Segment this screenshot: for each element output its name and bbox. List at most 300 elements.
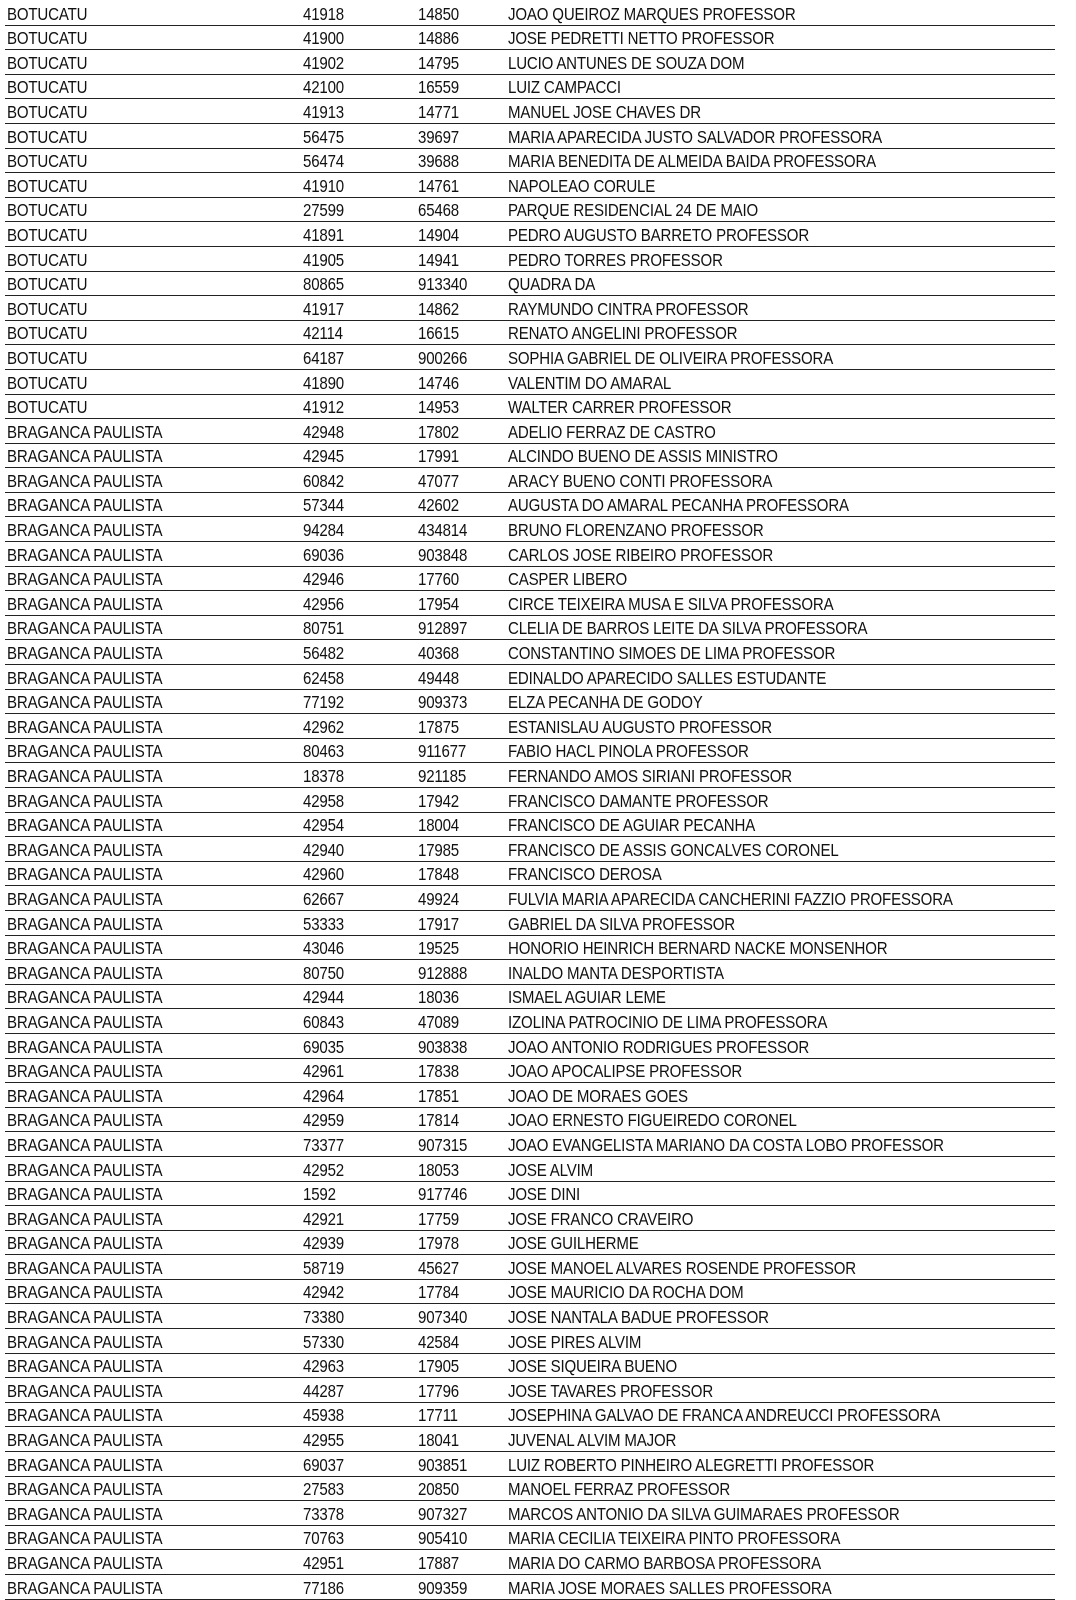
code-a-text: 56482 bbox=[303, 643, 344, 664]
code-a-cell bbox=[301, 517, 416, 542]
code-b-cell bbox=[416, 714, 506, 739]
code-a-text: 41891 bbox=[303, 224, 344, 245]
code-a-cell bbox=[301, 369, 416, 394]
code-b-cell bbox=[416, 197, 506, 222]
code-a-cell bbox=[301, 763, 416, 788]
code-b-text: 903848 bbox=[418, 544, 468, 565]
school-name-cell bbox=[506, 74, 1055, 99]
table-row bbox=[5, 468, 1055, 493]
school-name-text: JOSE TAVARES PROFESSOR bbox=[508, 1380, 714, 1401]
table-row bbox=[5, 173, 1055, 198]
city-cell bbox=[5, 1255, 301, 1280]
code-a-text: 80463 bbox=[303, 741, 344, 762]
code-a-text: 41917 bbox=[303, 298, 344, 319]
city-text: BRAGANCA PAULISTA bbox=[7, 1184, 163, 1205]
code-a-cell bbox=[301, 886, 416, 911]
city-text: BOTUCATU bbox=[7, 28, 88, 49]
table-row bbox=[5, 763, 1055, 788]
code-a-cell bbox=[301, 50, 416, 75]
code-b-text: 913340 bbox=[418, 274, 468, 295]
city-cell bbox=[5, 492, 301, 517]
code-a-cell bbox=[301, 320, 416, 345]
city-cell bbox=[5, 394, 301, 419]
code-a-cell bbox=[301, 419, 416, 444]
city-cell bbox=[5, 1353, 301, 1378]
city-cell bbox=[5, 714, 301, 739]
city-text: BOTUCATU bbox=[7, 175, 88, 196]
code-b-cell bbox=[416, 763, 506, 788]
code-a-cell bbox=[301, 1033, 416, 1058]
table-row bbox=[5, 394, 1055, 419]
code-b-text: 911677 bbox=[418, 741, 467, 762]
code-a-text: 42114 bbox=[303, 323, 343, 344]
code-a-text: 42946 bbox=[303, 569, 344, 590]
table-row bbox=[5, 1156, 1055, 1181]
school-name-cell bbox=[506, 1107, 1055, 1132]
school-name-text: HONORIO HEINRICH BERNARD NACKE MONSENHOR bbox=[508, 938, 888, 959]
city-cell bbox=[5, 984, 301, 1009]
city-cell bbox=[5, 468, 301, 493]
code-a-text: 57344 bbox=[303, 495, 344, 516]
school-name-cell bbox=[506, 812, 1055, 837]
city-cell bbox=[5, 517, 301, 542]
school-name-text: LUIZ ROBERTO PINHEIRO ALEGRETTI PROFESSOR bbox=[508, 1454, 875, 1475]
city-cell bbox=[5, 763, 301, 788]
code-a-text: 41913 bbox=[303, 101, 344, 122]
school-name-cell bbox=[506, 1279, 1055, 1304]
code-a-cell bbox=[301, 296, 416, 321]
code-b-text: 42602 bbox=[418, 495, 459, 516]
school-name-text: JUVENAL ALVIM MAJOR bbox=[508, 1430, 677, 1451]
school-name-cell bbox=[506, 1329, 1055, 1354]
code-b-cell bbox=[416, 788, 506, 813]
code-a-text: 42956 bbox=[303, 593, 344, 614]
table-row bbox=[5, 1329, 1055, 1354]
city-text: BRAGANCA PAULISTA bbox=[7, 569, 163, 590]
code-b-cell bbox=[416, 1353, 506, 1378]
code-a-cell bbox=[301, 1378, 416, 1403]
school-name-cell bbox=[506, 1156, 1055, 1181]
city-text: BRAGANCA PAULISTA bbox=[7, 1159, 163, 1180]
code-b-text: 14886 bbox=[418, 28, 459, 49]
table-row bbox=[5, 837, 1055, 862]
city-cell bbox=[5, 935, 301, 960]
city-cell bbox=[5, 1550, 301, 1575]
city-cell bbox=[5, 1009, 301, 1034]
code-b-cell bbox=[416, 345, 506, 370]
city-text: BOTUCATU bbox=[7, 224, 88, 245]
code-b-text: 19525 bbox=[418, 938, 459, 959]
city-cell bbox=[5, 910, 301, 935]
code-b-cell bbox=[416, 320, 506, 345]
table-row bbox=[5, 1230, 1055, 1255]
code-b-text: 49448 bbox=[418, 667, 459, 688]
school-name-cell bbox=[506, 345, 1055, 370]
school-name-text: FRANCISCO DEROSA bbox=[508, 864, 662, 885]
code-a-cell bbox=[301, 984, 416, 1009]
code-b-cell bbox=[416, 1255, 506, 1280]
school-name-text: JOAO DE MORAES GOES bbox=[508, 1085, 688, 1106]
school-name-text: MANUEL JOSE CHAVES DR bbox=[508, 101, 701, 122]
table-row bbox=[5, 665, 1055, 690]
code-a-cell bbox=[301, 714, 416, 739]
code-b-text: 47089 bbox=[418, 1011, 459, 1032]
table-row bbox=[5, 615, 1055, 640]
table-row bbox=[5, 886, 1055, 911]
city-text: BRAGANCA PAULISTA bbox=[7, 1233, 163, 1254]
city-cell bbox=[5, 246, 301, 271]
code-a-text: 80865 bbox=[303, 274, 344, 295]
code-a-cell bbox=[301, 665, 416, 690]
code-a-cell bbox=[301, 1083, 416, 1108]
code-b-text: 16559 bbox=[418, 77, 459, 98]
code-a-cell bbox=[301, 1181, 416, 1206]
code-a-text: 94284 bbox=[303, 520, 344, 541]
code-b-text: 17784 bbox=[418, 1282, 459, 1303]
code-a-cell bbox=[301, 566, 416, 591]
table-row bbox=[5, 74, 1055, 99]
code-a-text: 60842 bbox=[303, 470, 344, 491]
code-a-cell bbox=[301, 197, 416, 222]
code-a-text: 77192 bbox=[303, 692, 344, 713]
city-cell bbox=[5, 1402, 301, 1427]
code-a-cell bbox=[301, 640, 416, 665]
city-cell bbox=[5, 566, 301, 591]
code-a-cell bbox=[301, 345, 416, 370]
code-a-cell bbox=[301, 837, 416, 862]
code-b-cell bbox=[416, 50, 506, 75]
school-name-text: MARIA DO CARMO BARBOSA PROFESSORA bbox=[508, 1553, 821, 1573]
table-row bbox=[5, 1279, 1055, 1304]
city-text: BRAGANCA PAULISTA bbox=[7, 544, 163, 565]
code-b-cell bbox=[416, 837, 506, 862]
code-b-cell bbox=[416, 665, 506, 690]
code-b-cell bbox=[416, 1525, 506, 1550]
code-b-text: 17942 bbox=[418, 790, 459, 811]
table-row bbox=[5, 271, 1055, 296]
code-b-cell bbox=[416, 1279, 506, 1304]
code-b-cell bbox=[416, 1230, 506, 1255]
school-name-cell bbox=[506, 369, 1055, 394]
code-a-cell bbox=[301, 1427, 416, 1452]
school-name-cell bbox=[506, 1132, 1055, 1157]
code-b-text: 921185 bbox=[418, 766, 467, 786]
city-text: BRAGANCA PAULISTA bbox=[7, 1208, 163, 1229]
code-b-text: 18041 bbox=[418, 1430, 459, 1451]
school-name-text: CLELIA DE BARROS LEITE DA SILVA PROFESSORA bbox=[508, 618, 868, 639]
code-b-cell bbox=[416, 615, 506, 640]
code-a-text: 42100 bbox=[303, 77, 344, 98]
code-a-text: 42963 bbox=[303, 1356, 344, 1377]
code-b-text: 912888 bbox=[418, 962, 468, 983]
city-text: BRAGANCA PAULISTA bbox=[7, 1110, 163, 1131]
school-name-cell bbox=[506, 1230, 1055, 1255]
school-name-text: JOAO EVANGELISTA MARIANO DA COSTA LOBO PROFESSOR bbox=[508, 1134, 944, 1155]
code-b-text: 17838 bbox=[418, 1061, 459, 1082]
school-name-text: JOSE MANOEL ALVARES ROSENDE PROFESSOR bbox=[508, 1257, 856, 1278]
records-table bbox=[5, 1, 1055, 1600]
code-b-text: 17978 bbox=[418, 1233, 459, 1254]
city-text: BOTUCATU bbox=[7, 126, 88, 147]
school-name-text: FRANCISCO DE ASSIS GONCALVES CORONEL bbox=[508, 839, 839, 860]
school-name-text: ARACY BUENO CONTI PROFESSORA bbox=[508, 470, 773, 491]
school-name-cell bbox=[506, 1525, 1055, 1550]
city-cell bbox=[5, 271, 301, 296]
city-text: BRAGANCA PAULISTA bbox=[7, 1380, 163, 1401]
code-a-cell bbox=[301, 1279, 416, 1304]
code-b-cell bbox=[416, 123, 506, 148]
school-name-cell bbox=[506, 1083, 1055, 1108]
school-name-text: PEDRO TORRES PROFESSOR bbox=[508, 249, 723, 270]
city-text: BRAGANCA PAULISTA bbox=[7, 913, 163, 934]
city-text: BRAGANCA PAULISTA bbox=[7, 1503, 163, 1524]
school-name-cell bbox=[506, 246, 1055, 271]
school-name-cell bbox=[506, 837, 1055, 862]
table-row bbox=[5, 542, 1055, 567]
school-name-text: JOSE PEDRETTI NETTO PROFESSOR bbox=[508, 28, 775, 49]
city-text: BRAGANCA PAULISTA bbox=[7, 470, 163, 491]
code-b-text: 14904 bbox=[418, 224, 459, 245]
code-a-text: 70763 bbox=[303, 1528, 344, 1549]
city-cell bbox=[5, 1, 301, 25]
school-name-text: NAPOLEAO CORULE bbox=[508, 175, 656, 196]
city-text: BRAGANCA PAULISTA bbox=[7, 643, 163, 664]
city-cell bbox=[5, 25, 301, 50]
city-cell bbox=[5, 148, 301, 173]
school-name-cell bbox=[506, 1452, 1055, 1477]
city-cell bbox=[5, 542, 301, 567]
city-cell bbox=[5, 1033, 301, 1058]
table-row bbox=[5, 812, 1055, 837]
code-b-cell bbox=[416, 1009, 506, 1034]
code-a-cell bbox=[301, 123, 416, 148]
school-name-cell bbox=[506, 591, 1055, 616]
city-text: BRAGANCA PAULISTA bbox=[7, 1061, 163, 1082]
school-name-text: FERNANDO AMOS SIRIANI PROFESSOR bbox=[508, 766, 793, 786]
code-a-cell bbox=[301, 443, 416, 468]
code-a-cell bbox=[301, 542, 416, 567]
code-b-text: 17917 bbox=[418, 913, 459, 934]
code-a-cell bbox=[301, 246, 416, 271]
school-name-text: RENATO ANGELINI PROFESSOR bbox=[508, 323, 738, 344]
code-b-cell bbox=[416, 1575, 506, 1600]
school-name-text: CIRCE TEIXEIRA MUSA E SILVA PROFESSORA bbox=[508, 593, 834, 614]
city-text: BRAGANCA PAULISTA bbox=[7, 987, 163, 1008]
code-a-cell bbox=[301, 960, 416, 985]
city-text: BRAGANCA PAULISTA bbox=[7, 938, 163, 959]
code-b-cell bbox=[416, 1329, 506, 1354]
code-b-cell bbox=[416, 492, 506, 517]
table-row bbox=[5, 296, 1055, 321]
city-cell bbox=[5, 99, 301, 124]
table-row bbox=[5, 788, 1055, 813]
code-a-cell bbox=[301, 935, 416, 960]
city-cell bbox=[5, 1083, 301, 1108]
code-a-text: 53333 bbox=[303, 913, 344, 934]
school-name-cell bbox=[506, 615, 1055, 640]
city-cell bbox=[5, 1329, 301, 1354]
city-text: BOTUCATU bbox=[7, 52, 88, 73]
city-text: BOTUCATU bbox=[7, 200, 88, 221]
code-a-text: 42960 bbox=[303, 864, 344, 885]
city-cell bbox=[5, 1279, 301, 1304]
school-name-text: QUADRA DA bbox=[508, 274, 596, 295]
code-a-cell bbox=[301, 222, 416, 247]
code-b-text: 65468 bbox=[418, 200, 459, 221]
code-b-text: 17802 bbox=[418, 421, 459, 442]
city-cell bbox=[5, 1501, 301, 1526]
code-b-text: 903851 bbox=[418, 1454, 468, 1475]
school-name-cell bbox=[506, 689, 1055, 714]
table-row bbox=[5, 222, 1055, 247]
city-text: BRAGANCA PAULISTA bbox=[7, 520, 163, 541]
school-name-text: BRUNO FLORENZANO PROFESSOR bbox=[508, 520, 764, 541]
school-name-cell bbox=[506, 1575, 1055, 1600]
city-cell bbox=[5, 1230, 301, 1255]
code-a-cell bbox=[301, 1230, 416, 1255]
code-b-text: 17848 bbox=[418, 864, 459, 885]
code-b-text: 14953 bbox=[418, 397, 459, 418]
city-text: BRAGANCA PAULISTA bbox=[7, 1577, 163, 1598]
city-text: BRAGANCA PAULISTA bbox=[7, 618, 163, 639]
code-b-text: 47077 bbox=[418, 470, 459, 491]
school-name-cell bbox=[506, 1181, 1055, 1206]
code-b-cell bbox=[416, 271, 506, 296]
city-text: BRAGANCA PAULISTA bbox=[7, 1134, 163, 1155]
city-cell bbox=[5, 1107, 301, 1132]
code-b-text: 17796 bbox=[418, 1380, 459, 1401]
city-text: BRAGANCA PAULISTA bbox=[7, 1479, 163, 1500]
city-text: BRAGANCA PAULISTA bbox=[7, 593, 163, 614]
code-a-text: 56475 bbox=[303, 126, 344, 147]
code-a-text: 60843 bbox=[303, 1011, 344, 1032]
city-cell bbox=[5, 1378, 301, 1403]
code-a-text: 69037 bbox=[303, 1454, 344, 1475]
code-b-text: 17814 bbox=[418, 1110, 459, 1131]
code-a-cell bbox=[301, 1058, 416, 1083]
table-row bbox=[5, 1353, 1055, 1378]
code-a-text: 42948 bbox=[303, 421, 344, 442]
city-cell bbox=[5, 123, 301, 148]
code-a-text: 42951 bbox=[303, 1553, 344, 1573]
city-cell bbox=[5, 345, 301, 370]
code-a-text: 73377 bbox=[303, 1134, 344, 1155]
code-a-cell bbox=[301, 25, 416, 50]
code-a-text: 1592 bbox=[303, 1184, 336, 1205]
city-cell bbox=[5, 1575, 301, 1600]
records-body bbox=[5, 1, 1055, 1599]
school-name-cell bbox=[506, 1476, 1055, 1501]
table-row bbox=[5, 50, 1055, 75]
school-name-cell bbox=[506, 1353, 1055, 1378]
table-row bbox=[5, 1255, 1055, 1280]
code-b-cell bbox=[416, 468, 506, 493]
school-name-text: LUCIO ANTUNES DE SOUZA DOM bbox=[508, 52, 745, 73]
code-a-text: 73378 bbox=[303, 1503, 344, 1524]
code-b-cell bbox=[416, 1476, 506, 1501]
city-text: BOTUCATU bbox=[7, 151, 88, 172]
school-name-text: FRANCISCO DAMANTE PROFESSOR bbox=[508, 790, 769, 811]
school-name-cell bbox=[506, 1304, 1055, 1329]
code-b-cell bbox=[416, 246, 506, 271]
school-name-cell bbox=[506, 910, 1055, 935]
city-text: BOTUCATU bbox=[7, 298, 88, 319]
code-b-text: 434814 bbox=[418, 520, 468, 541]
school-name-cell bbox=[506, 394, 1055, 419]
code-b-cell bbox=[416, 910, 506, 935]
city-text: BRAGANCA PAULISTA bbox=[7, 421, 163, 442]
school-name-text: PEDRO AUGUSTO BARRETO PROFESSOR bbox=[508, 224, 810, 245]
code-a-text: 42964 bbox=[303, 1085, 344, 1106]
code-b-text: 917746 bbox=[418, 1184, 468, 1205]
school-name-cell bbox=[506, 640, 1055, 665]
school-name-cell bbox=[506, 1550, 1055, 1575]
code-b-text: 909373 bbox=[418, 692, 468, 713]
city-cell bbox=[5, 369, 301, 394]
city-text: BRAGANCA PAULISTA bbox=[7, 716, 163, 737]
code-a-text: 41900 bbox=[303, 28, 344, 49]
school-name-text: JOAO APOCALIPSE PROFESSOR bbox=[508, 1061, 743, 1082]
school-name-text: JOAO ERNESTO FIGUEIREDO CORONEL bbox=[508, 1110, 797, 1131]
code-a-cell bbox=[301, 394, 416, 419]
code-b-text: 17875 bbox=[418, 716, 459, 737]
city-text: BRAGANCA PAULISTA bbox=[7, 962, 163, 983]
code-a-cell bbox=[301, 1304, 416, 1329]
table-row bbox=[5, 1, 1055, 25]
table-row bbox=[5, 640, 1055, 665]
city-cell bbox=[5, 1427, 301, 1452]
code-a-cell bbox=[301, 99, 416, 124]
school-name-text: LUIZ CAMPACCI bbox=[508, 77, 621, 98]
school-name-cell bbox=[506, 1378, 1055, 1403]
code-a-text: 42944 bbox=[303, 987, 344, 1008]
code-a-text: 41890 bbox=[303, 372, 344, 393]
code-a-text: 42954 bbox=[303, 815, 344, 836]
code-b-text: 14941 bbox=[418, 249, 459, 270]
city-text: BOTUCATU bbox=[7, 347, 88, 368]
city-cell bbox=[5, 689, 301, 714]
code-a-text: 42958 bbox=[303, 790, 344, 811]
code-a-text: 42940 bbox=[303, 839, 344, 860]
code-b-cell bbox=[416, 369, 506, 394]
school-name-cell bbox=[506, 665, 1055, 690]
school-name-text: ISMAEL AGUIAR LEME bbox=[508, 987, 666, 1008]
table-row bbox=[5, 148, 1055, 173]
table-row bbox=[5, 246, 1055, 271]
school-name-text: CONSTANTINO SIMOES DE LIMA PROFESSOR bbox=[508, 643, 836, 664]
code-a-cell bbox=[301, 1, 416, 25]
school-name-text: ADELIO FERRAZ DE CASTRO bbox=[508, 421, 716, 442]
city-text: BRAGANCA PAULISTA bbox=[7, 1405, 163, 1426]
city-cell bbox=[5, 1132, 301, 1157]
code-b-cell bbox=[416, 1427, 506, 1452]
table-row bbox=[5, 738, 1055, 763]
code-b-text: 17905 bbox=[418, 1356, 459, 1377]
school-name-text: JOAO QUEIROZ MARQUES PROFESSOR bbox=[508, 3, 796, 24]
school-name-cell bbox=[506, 984, 1055, 1009]
code-a-cell bbox=[301, 1255, 416, 1280]
school-name-text: JOSE NANTALA BADUE PROFESSOR bbox=[508, 1307, 769, 1328]
school-name-text: JOSE GUILHERME bbox=[508, 1233, 639, 1254]
code-b-cell bbox=[416, 99, 506, 124]
code-b-cell bbox=[416, 394, 506, 419]
city-text: BRAGANCA PAULISTA bbox=[7, 1307, 163, 1328]
school-name-cell bbox=[506, 886, 1055, 911]
table-row bbox=[5, 197, 1055, 222]
school-name-text: CASPER LIBERO bbox=[508, 569, 628, 590]
city-text: BRAGANCA PAULISTA bbox=[7, 1356, 163, 1377]
code-b-cell bbox=[416, 566, 506, 591]
